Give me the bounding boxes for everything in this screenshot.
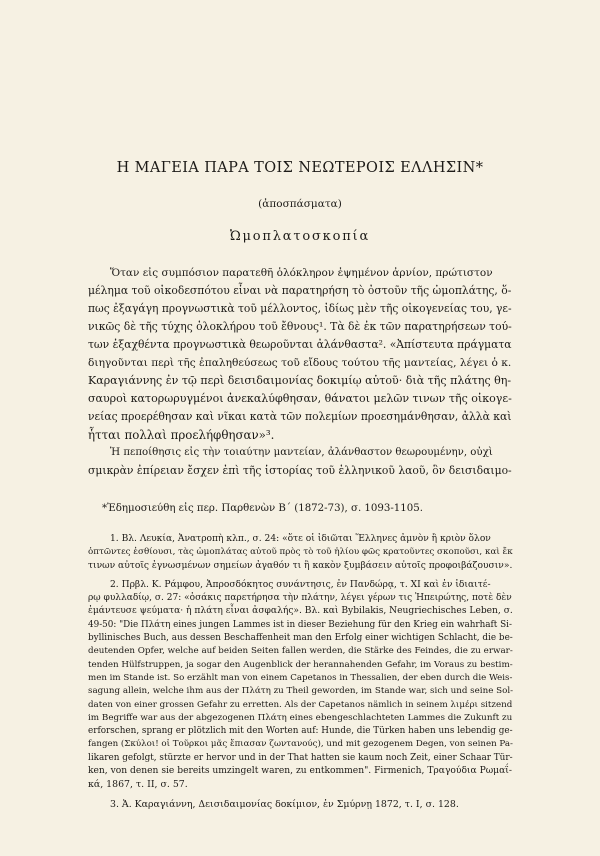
footnote-line: τινων αὐτοῖς ἐγνωσμένων σημείων ἀγαθόν τι ἢ κακὸν ξυμβάσειν αὐτοῖς προφοιβάζουσιν». bbox=[88, 560, 513, 571]
body-line: Ἡ πεποίθησις εἰς τὴν τοιαύτην μαντείαν, ἀλάνθαστον θεωρουμένην, οὐχὶ bbox=[110, 447, 493, 458]
footnote-line: tenden Hülfstruppen, ja sogar den Augenblick der herannahenden Gefahr, im Voraus zu bestim- bbox=[88, 659, 513, 670]
body-line: σμικρὰν ἐπίρειαν ἔσχεν ἐπὶ τῆς ἱστορίας τοῦ ἑλληνικοῦ λαοῦ, ὃν δεισιδαιμο- bbox=[88, 464, 512, 477]
footnote-line: 3. Ἀ. Καραγιάννη, Δεισιδαιμονίας δοκίμιον, ἐν Σμύρνῃ 1872, τ. Ι, σ. 128. bbox=[110, 798, 459, 810]
chapter-title: Η ΜΑΓΕΙΑ ΠΑΡΑ ΤΟΙΣ ΝΕΩΤΕΡΟΙΣ ΕΛΛΗΣΙΝ* bbox=[116, 160, 484, 176]
body-line: νείας προερέθησαν καὶ νῖκαι κατὰ τῶν πολεμίων προεσημάνθησαν, ἀλλὰ καὶ bbox=[88, 410, 512, 423]
footnote-line: ὀπτῶντες ἐσθίουσι, τὰς ὠμοπλάτας αὐτοῦ πρὸς τὸ τοῦ ἡλίου φῶς κρατοῦντες σκοποῦσι, καὶ ἔκ bbox=[88, 547, 513, 558]
body-line: πως ἐξαγάγη προγνωστικὰ τοῦ μέλλοντος, ἰδίως μὲν τῆς οἰκογενείας του, γε- bbox=[88, 302, 512, 315]
footnote-line: deutenden Opfer, welche auf beiden Seiten fallen werden, die Stärke des Feindes, die zu erwar- bbox=[88, 646, 513, 657]
footnote-line: likaren gefolgt, stürzte er hervor und in der That hatten sie kaum noch Zeit, einer Schaar Tür- bbox=[88, 752, 513, 763]
body-line: διηγοῦνται περὶ τῆς ἐπαληθεύσεως τοῦ εἴδους τούτου τῆς μαντείας, λέγει ὁ κ. bbox=[88, 356, 512, 369]
body-line: μέλημα τοῦ οἰκοδεσπότου εἶναι νὰ παρατηρήση τὸ ὀστοῦν τῆς ὠμοπλάτης, ὅ- bbox=[88, 284, 512, 297]
footnote-line: erforschen, sprang er plötzlich mit den Worten auf: Hunde, die Türken haben uns lebendig ge- bbox=[88, 726, 513, 737]
footnote-line: 49-50: "Die Πλάτη eines jungen Lammes ist in dieser Beziehung für den Krieg ein wahrhaft Si- bbox=[88, 619, 512, 630]
body-line: ἧτται πολλαὶ προελήφθησαν»³. bbox=[88, 428, 275, 442]
body-line: νικῶς δὲ τῆς τύχης ὁλοκλήρου τοῦ ἔθνους¹. Τὰ δὲ ἐκ τῶν παρατηρήσεων τού- bbox=[88, 320, 512, 333]
footnote-line: fangen (Σκύλοι! οἱ Τοῦρκοι μᾶς ἔπιασαν ζωντανούς), und mit gezogenem Degen, von seinen Pa- bbox=[88, 739, 513, 750]
body-line: των ἐξαχθέντα προγνωστικὰ θεωροῦνται ἀλάνθαστα². «Ἀπίστευτα πράγματα bbox=[88, 338, 512, 351]
footnote-line: ρῳ φυλλαδίῳ, σ. 27: «ὁσάκις παρετήρησα τὴν πλάτην, λέγει γέρων τις Ἠπειρώτης, ποτὲ δὲν bbox=[88, 593, 512, 604]
footnote-line: ἐμάντευσε ψεύματα· ἡ πλάτη εἶναι ἀσφαλής». Βλ. καὶ Bybilakis, Neugriechisches Leben, σ. bbox=[88, 606, 513, 617]
footnotes bbox=[88, 533, 512, 811]
body-line: Ὅταν εἰς συμπόσιον παρατεθῆ ὁλόκληρον ἐψημένον ἀρνίον, πρώτιστον bbox=[110, 267, 493, 279]
body-text bbox=[88, 264, 512, 480]
section-heading: Ὠμοπλατοσκοπία bbox=[229, 229, 371, 244]
body-line: Καραγιάννης ἐν τῷ περὶ δεισιδαιμονίας δοκιμίῳ αὐτοῦ· διὰ τῆς πλάτης θη- bbox=[88, 374, 512, 387]
chapter-subtitle: (ἀποσπάσματα) bbox=[258, 198, 342, 210]
footnote-line: ken, von denen sie bereits umzingelt waren, zu entkommen". Firmenich, Τραγούδια Ρωμαΐ- bbox=[88, 766, 512, 777]
footnote-line: im Begriffe war aus der abgezogenen Πλάτη eines ebengeschlachteten Lammes die Zukunft zu bbox=[88, 712, 513, 723]
footnote-line: sagung allein, welche ihm aus der Πλάτη zu Theil geworden, im Stande war, sich und seine Sol- bbox=[88, 686, 514, 697]
footnote-line: byllinisches Buch, aus dessen Beschaffenheit man den Erfolg einer wichtigen Schlacht, die be- bbox=[88, 633, 513, 644]
body-line: σαυροὶ κατορωρυγμένοι ἀνεκαλύφθησαν, θάνατοι μελῶν τινων τῆς οἰκογε- bbox=[88, 392, 512, 405]
footnote-line: men im Stande ist. So erzählt man von einem Capetanos in Thessalien, der eben durch die Weis- bbox=[88, 672, 513, 683]
footnote-line: κά, 1867, τ. ΙΙ, σ. 57. bbox=[88, 779, 188, 791]
publication-note: *Ἐδημοσιεύθη εἰς περ. Παρθενὼν Β´ (1872-73), σ. 1093-1105. bbox=[102, 503, 423, 514]
footnote-line: daten von einer grossen Gefahr zu erretten. Als der Capetanos nämlich in seinem λιμέρι sitzend bbox=[88, 699, 513, 710]
footnote-line: 2. Πρβλ. Κ. Ράμφου, Ἀπροσδόκητος συνάντησις, ἐν Πανδώρᾳ, τ. XI καὶ ἐν ἰδιαιτέ- bbox=[110, 579, 491, 590]
footnote-line: 1. Βλ. Λευκία, Ἀνατροπὴ κλπ., σ. 24: «ὅτε οἱ ἰδιῶται Ἕλληνες ἀμνὸν ἢ κριὸν ὅλον bbox=[110, 534, 491, 544]
